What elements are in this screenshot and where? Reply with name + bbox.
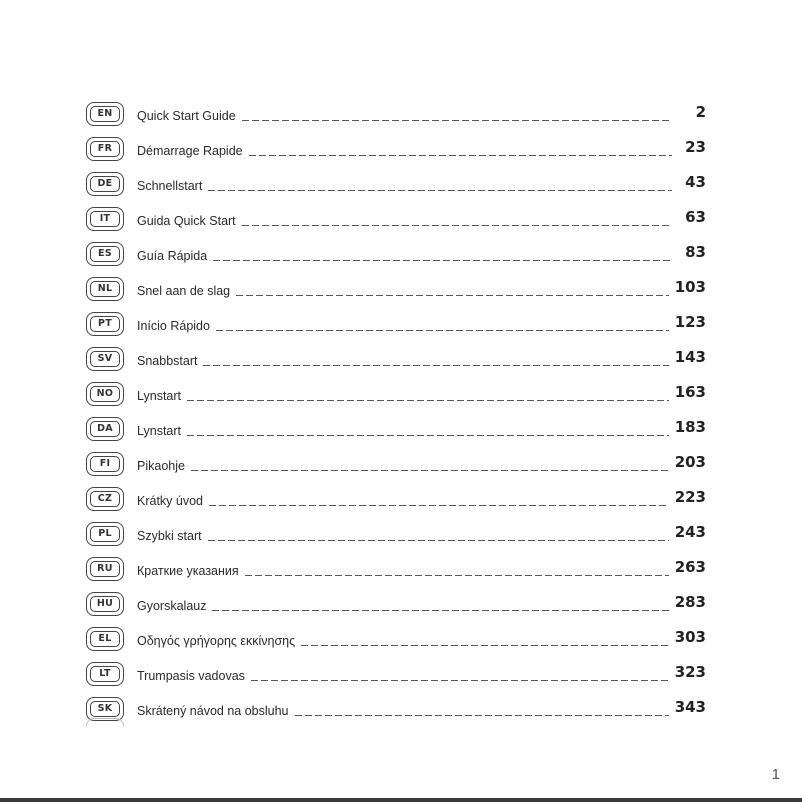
language-code: PL — [90, 526, 120, 542]
dot-leader — [236, 295, 669, 296]
toc-entry-title[interactable]: Snel aan de slag — [137, 283, 231, 298]
language-code: CZ — [90, 491, 120, 507]
toc-row[interactable] — [86, 166, 706, 201]
language-badge-icon — [86, 697, 124, 721]
dot-leader — [295, 715, 669, 716]
dot-leader — [208, 190, 672, 191]
toc-page-number[interactable]: 103 — [674, 277, 706, 296]
language-badge-icon — [86, 627, 124, 651]
toc-entry-title[interactable]: Início Rápido — [137, 318, 210, 333]
dot-leader — [213, 260, 672, 261]
bottom-rule — [0, 798, 802, 802]
toc-page-number[interactable]: 143 — [674, 347, 706, 366]
toc-row[interactable] — [86, 271, 706, 306]
toc-entry-title[interactable]: Краткие указания — [137, 563, 239, 578]
cropped-badge-icon — [86, 718, 124, 726]
language-code: LT — [90, 666, 120, 682]
dot-leader — [212, 610, 668, 611]
language-badge-icon — [86, 137, 124, 161]
language-badge-icon — [86, 522, 124, 546]
dot-leader — [301, 645, 669, 646]
language-badge-icon — [86, 242, 124, 266]
language-code: PT — [90, 316, 120, 332]
toc-entry-title[interactable]: Οδηγός γρήγορης εκκίνησης — [137, 633, 296, 648]
toc-row[interactable] — [86, 656, 706, 691]
toc-entry-title[interactable]: Lynstart — [137, 388, 182, 403]
dot-leader — [208, 540, 669, 541]
language-badge-icon — [86, 102, 124, 126]
dot-leader — [242, 120, 672, 121]
language-badge-icon — [86, 592, 124, 616]
language-badge-icon — [86, 452, 124, 476]
language-code: SK — [90, 701, 120, 717]
toc-entry-title[interactable]: Guida Quick Start — [137, 213, 236, 228]
toc-page-number[interactable]: 283 — [674, 592, 706, 611]
dot-leader — [203, 365, 668, 366]
language-badge-icon — [86, 662, 124, 686]
toc-row[interactable] — [86, 411, 706, 446]
dot-leader — [187, 400, 669, 401]
toc-row[interactable] — [86, 516, 706, 551]
toc-row[interactable] — [86, 376, 706, 411]
toc-entry-title[interactable]: Lynstart — [137, 423, 182, 438]
toc-row[interactable] — [86, 446, 706, 481]
language-badge-icon — [86, 312, 124, 336]
toc-row[interactable] — [86, 201, 706, 236]
toc-entry-title[interactable]: Szybki start — [137, 528, 202, 543]
language-code: FR — [90, 141, 120, 157]
toc-page-number[interactable]: 243 — [674, 522, 706, 541]
table-of-contents — [86, 96, 706, 726]
toc-entry-title[interactable]: Guía Rápida — [137, 248, 208, 263]
language-code: IT — [90, 211, 120, 227]
toc-page-number[interactable]: 23 — [685, 137, 706, 156]
toc-page-number[interactable]: 203 — [674, 452, 706, 471]
toc-row[interactable] — [86, 341, 706, 376]
language-badge-icon — [86, 557, 124, 581]
toc-row[interactable] — [86, 551, 706, 586]
toc-page-number[interactable]: 223 — [674, 487, 706, 506]
toc-entry-title[interactable]: Snabbstart — [137, 353, 198, 368]
language-code: RU — [90, 561, 120, 577]
toc-page-number[interactable]: 123 — [674, 312, 706, 331]
language-code: DE — [90, 176, 120, 192]
language-code: EN — [90, 106, 120, 122]
dot-leader — [245, 575, 669, 576]
language-badge-icon — [86, 277, 124, 301]
toc-entry-title[interactable]: Krátky úvod — [137, 493, 204, 508]
language-badge-icon — [86, 382, 124, 406]
page-number: 1 — [771, 766, 780, 783]
toc-entry-title[interactable]: Schnellstart — [137, 178, 203, 193]
toc-row[interactable] — [86, 236, 706, 271]
toc-row[interactable] — [86, 96, 706, 131]
language-code: SV — [90, 351, 120, 367]
toc-entry-title[interactable]: Gyorskalauz — [137, 598, 207, 613]
toc-page-number[interactable]: 163 — [674, 382, 706, 401]
toc-entry-title[interactable]: Quick Start Guide — [137, 108, 236, 123]
dot-leader — [249, 155, 672, 156]
dot-leader — [242, 225, 672, 226]
toc-page-number[interactable]: 63 — [685, 207, 706, 226]
language-code: FI — [90, 456, 120, 472]
toc-row[interactable] — [86, 306, 706, 341]
language-badge-icon — [86, 172, 124, 196]
language-badge-icon — [86, 347, 124, 371]
language-code: ES — [90, 246, 120, 262]
language-code: NO — [90, 386, 120, 402]
language-code: NL — [90, 281, 120, 297]
language-code: EL — [90, 631, 120, 647]
toc-entry-title[interactable]: Démarrage Rapide — [137, 143, 243, 158]
toc-row[interactable] — [86, 621, 706, 656]
toc-row[interactable] — [86, 586, 706, 621]
toc-page-number[interactable]: 83 — [685, 242, 706, 261]
language-badge-icon — [86, 207, 124, 231]
dot-leader — [191, 470, 669, 471]
language-badge-icon — [86, 487, 124, 511]
toc-page-number[interactable]: 183 — [674, 417, 706, 436]
toc-entry-title[interactable]: Trumpasis vadovas — [137, 668, 245, 683]
toc-page-number[interactable]: 343 — [674, 697, 706, 716]
toc-entry-title[interactable]: Skrátený návod na obsluhu — [137, 703, 289, 718]
toc-row[interactable] — [86, 691, 706, 726]
toc-entry-title[interactable]: Pikaohje — [137, 458, 185, 473]
language-code: DA — [90, 421, 120, 437]
dot-leader — [216, 330, 669, 331]
toc-page-number[interactable]: 43 — [685, 172, 706, 191]
language-badge-icon — [86, 417, 124, 441]
dot-leader — [251, 680, 669, 681]
toc-page-number[interactable]: 323 — [674, 662, 706, 681]
language-code: HU — [90, 596, 120, 612]
toc-page-number[interactable]: 263 — [674, 557, 706, 576]
toc-row[interactable] — [86, 481, 706, 516]
dot-leader — [187, 435, 669, 436]
toc-page-number[interactable]: 2 — [695, 102, 706, 121]
toc-page-number[interactable]: 303 — [674, 627, 706, 646]
toc-row[interactable] — [86, 131, 706, 166]
dot-leader — [209, 505, 669, 506]
